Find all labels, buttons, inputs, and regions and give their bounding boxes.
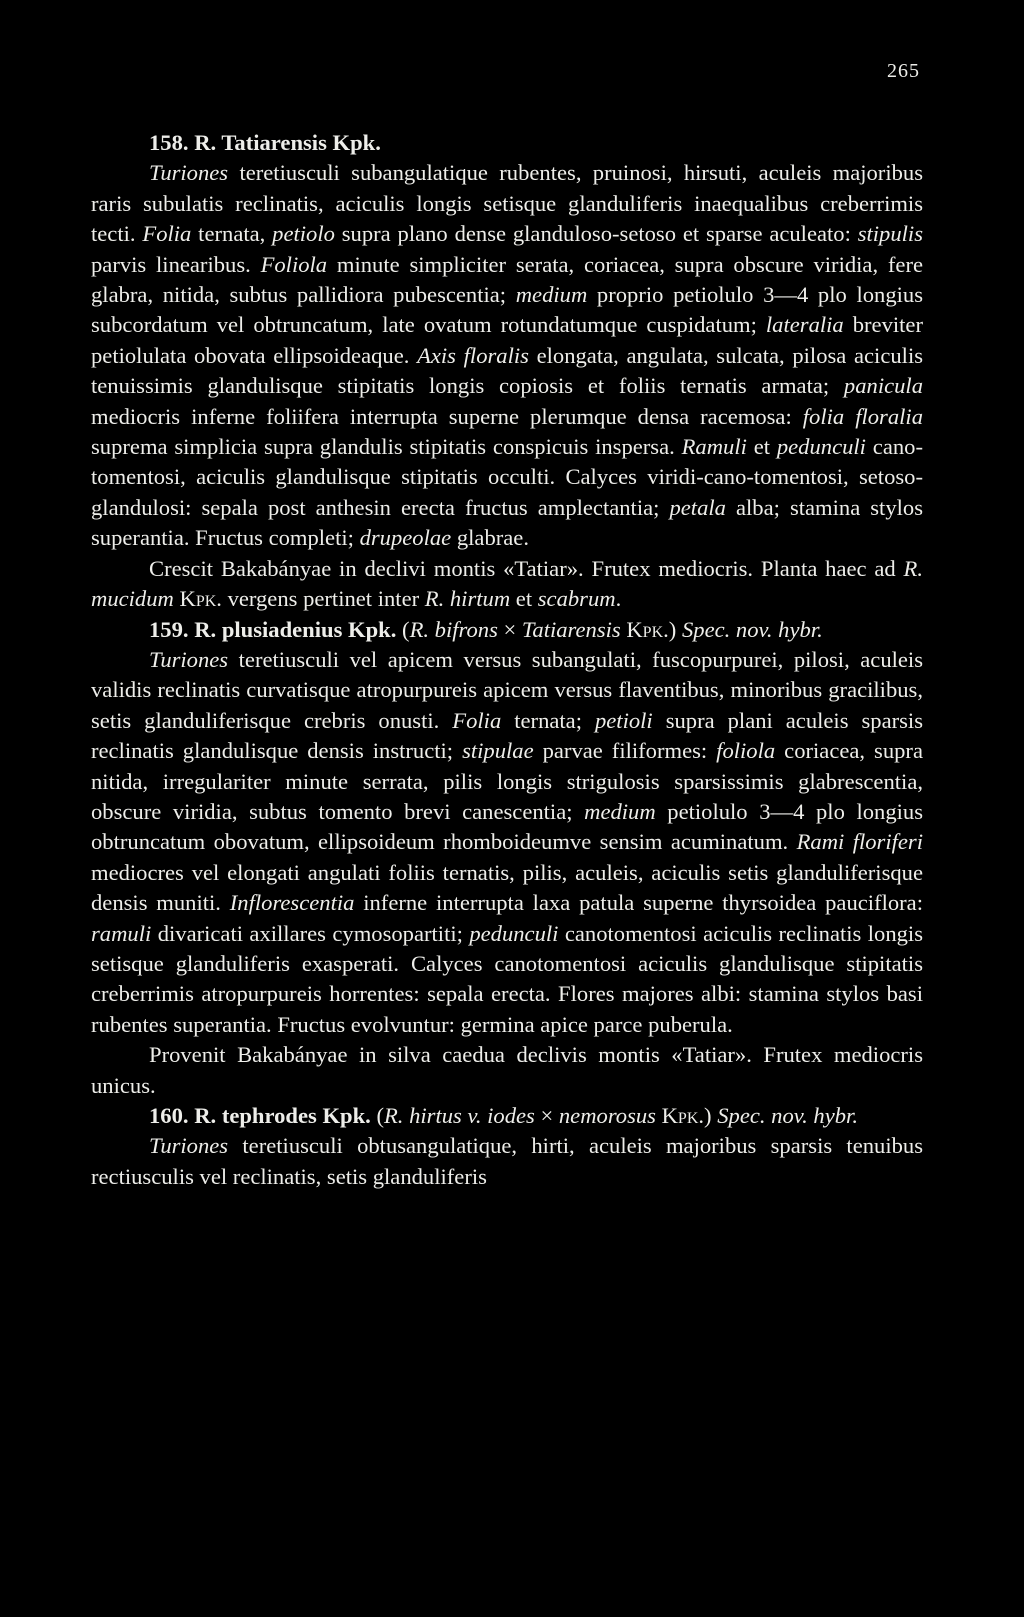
- hybrid-term: R. hirtus v. iodes: [384, 1103, 535, 1128]
- page-number: 265: [887, 60, 920, 82]
- desc-text: et: [746, 434, 777, 460]
- desc-text: petiolulo 3—4 plo longius obtruncatum obovatum, ellipsoideum rhomboideumve sensim acuminatum.: [91, 798, 923, 855]
- desc-text: breviter petiolulata obovata ellipsoideaque.: [91, 312, 923, 368]
- desc-term: petala: [669, 494, 726, 520]
- species-heading: [91, 615, 923, 645]
- note-term: R. hirtum: [424, 586, 511, 612]
- hybrid-text: (: [376, 1103, 384, 1128]
- desc-text: teretiusculi vel apicem versus subangulati, fuscopurpurei, pilosi, aculeis validis reclinatis curvatisque atropurpureis apicem versus flaventibus, minoribus gracilibus, setis glanduliferisque crebris onusti.: [91, 646, 923, 733]
- desc-term: Turiones: [149, 1133, 229, 1159]
- desc-text: coriacea, supra nitida, irregulariter minute serrata, pilis longis strigulosis sparsissimis glabrescentia, obscure viridia, subtus tomento brevi canescentia;: [91, 738, 923, 824]
- desc-text: proprio petiolulo 3—4 plo longius subcordatum vel obtruncatum, late ovatum rotundatumque cuspidatum;: [91, 282, 923, 338]
- species-number: 158.: [149, 130, 189, 155]
- desc-term: medium: [584, 798, 656, 824]
- desc-text: ternata;: [501, 707, 595, 733]
- hybrid-text: ): [668, 616, 682, 642]
- hybrid-term: nemorosus: [558, 1103, 656, 1128]
- desc-term: petiolo: [272, 221, 335, 247]
- desc-text: divaricati axillares cymosopartiti;: [151, 920, 470, 946]
- hybrid-formula: [376, 1103, 858, 1128]
- desc-term: pedunculi: [776, 434, 866, 460]
- hybrid-term: R. bifrons: [409, 616, 498, 642]
- desc-text: cano-tomentosi, aciculis glandulisque stipitatis occulti. Calyces viridi-cano-tomentosi, setoso-glandulosi: sepala post anthesin erecta fructus amplectantia;: [91, 434, 923, 520]
- desc-term: Inflorescentia: [229, 890, 355, 916]
- text-block: [91, 128, 923, 1192]
- author-abbrev: Kpk.: [661, 1103, 705, 1128]
- desc-term: drupeolae: [359, 525, 452, 551]
- desc-term: Turiones: [149, 160, 229, 186]
- hybrid-formula: [402, 617, 823, 642]
- hybrid-cross: ×: [534, 1103, 559, 1128]
- species-name: R. Tatiarensis Kpk.: [194, 130, 381, 155]
- desc-text: inferne interrupta laxa patula superne thyrsoidea pauciflora:: [354, 890, 923, 916]
- author-abbrev: Kpk.: [626, 616, 669, 642]
- desc-text: supra plani aculeis sparsis reclinatis glandulisque densis instructi;: [91, 707, 923, 764]
- desc-term: Folia: [142, 221, 192, 247]
- note-term: scabrum: [537, 586, 616, 612]
- desc-text: mediocris inferne foliifera interrupta superne plerumque densa racemosa:: [91, 403, 803, 429]
- species-note: [91, 554, 923, 615]
- desc-text: teretiusculi obtusangulatique, hirti, aculeis majoribus sparsis tenuibus rectiusculis vel reclinatis, setis glanduliferis: [91, 1133, 923, 1189]
- note-text: et: [510, 586, 538, 612]
- desc-text: parvae filiformes:: [533, 738, 717, 764]
- hybrid-term: Spec. nov. hybr.: [681, 616, 823, 642]
- desc-text: canotomentosi aciculis reclinatis longis setisque glanduliferis exasperati. Calyces canotomentosi aciculis glandulisque stipitatis creberrimis atropurpureis horrentes: sepala erecta. Flores majores albi: stamina stylos basi rubentes superantia. Fructus evolvuntur: germina apice parce puberula.: [91, 920, 923, 1037]
- desc-term: medium: [515, 282, 588, 308]
- species-note: [91, 1040, 923, 1101]
- desc-term: panicula: [843, 373, 923, 399]
- desc-term: pedunculi: [469, 920, 559, 946]
- desc-term: folia floralia: [802, 403, 923, 429]
- species-name: R. plusiadenius Kpk.: [194, 616, 397, 642]
- desc-term: foliola: [716, 738, 776, 764]
- desc-term: ramuli: [91, 920, 152, 946]
- note-text: Provenit Bakabányae in silva caedua declivis montis «Tatiar». Frutex mediocris unicus.: [91, 1042, 923, 1098]
- desc-text: teretiusculi subangulatique rubentes, pruinosi, hirsuti, aculeis majoribus raris subulatis reclinatis, aciculis longis setisque glanduliferis inaequalibus creberrimis tecti.: [91, 160, 923, 247]
- desc-text: minute simpliciter serata, coriacea, supra obscure viridia, fere glabra, nitida, subtus pallidiora pubescentia;: [91, 251, 923, 308]
- author-abbrev: Kpk.: [179, 586, 222, 612]
- desc-term: Folia: [452, 707, 502, 733]
- desc-term: Rami floriferi: [796, 829, 923, 855]
- hybrid-term: Tatiarensis: [521, 616, 621, 642]
- desc-text: suprema simplicia supra glandulis stipitatis conspicuis inspersa.: [91, 434, 682, 460]
- desc-text: ternata,: [191, 221, 273, 247]
- species-description: [91, 158, 923, 553]
- desc-term: stipulae: [462, 738, 534, 764]
- desc-term: lateralia: [765, 312, 844, 338]
- note-text: .: [615, 586, 622, 612]
- species-number: 159.: [149, 616, 189, 642]
- desc-text: alba; stamina stylos superantia. Fructus completi;: [91, 494, 923, 551]
- hybrid-cross: ×: [497, 616, 522, 642]
- desc-text: supra plano dense glanduloso-setoso et sparse aculeato:: [334, 221, 858, 247]
- note-text: Crescit Bakabányae in declivi montis «Tatiar». Frutex mediocris. Planta haec ad: [149, 555, 904, 581]
- desc-text: mediocres vel elongati angulati foliis ternatis, pilis, aculeis, aciculis setis glanduliferisque densis muniti.: [91, 859, 923, 916]
- hybrid-term: Spec. nov. hybr.: [717, 1103, 858, 1128]
- species-name: R. tephrodes Kpk.: [194, 1103, 371, 1128]
- hybrid-text: ): [704, 1103, 718, 1128]
- species-heading: [91, 1101, 923, 1131]
- desc-term: Axis floralis: [417, 342, 529, 368]
- desc-text: parvis linearibus.: [91, 251, 261, 277]
- hybrid-text: (: [402, 616, 410, 642]
- note-term: R. mucidum: [91, 555, 923, 612]
- desc-term: stipulis: [857, 221, 923, 247]
- desc-text: elongata, angulata, sulcata, pilosa aciculis tenuissimis glandulisque stipitatis longis copiosis et foliis ternatis armata;: [91, 342, 924, 399]
- species-heading: [91, 128, 923, 158]
- species-description: [91, 1131, 923, 1192]
- note-text: vergens pertinet inter: [221, 586, 425, 612]
- desc-term: petioli: [594, 707, 653, 733]
- desc-term: Turiones: [149, 646, 229, 672]
- species-number: 160.: [149, 1103, 189, 1128]
- desc-text: glabrae.: [451, 525, 529, 551]
- desc-term: Foliola: [260, 251, 328, 277]
- desc-term: Ramuli: [681, 434, 747, 460]
- species-description: [91, 645, 923, 1040]
